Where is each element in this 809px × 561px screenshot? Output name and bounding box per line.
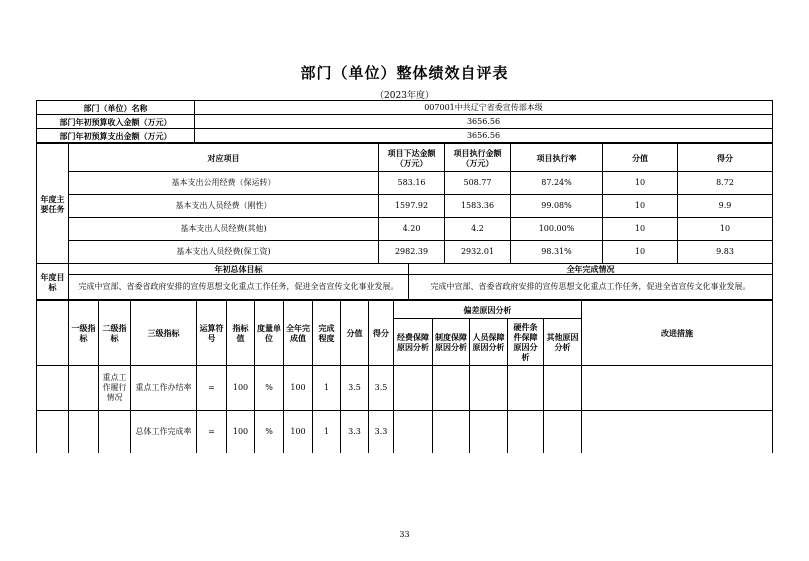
task-value: 10	[603, 195, 678, 218]
unit-cell: %	[255, 366, 284, 411]
header-dev-staff: 人员保障原因分析	[470, 319, 508, 366]
header-level3: 三级指标	[131, 301, 197, 366]
header-score-value: 分值	[341, 301, 369, 366]
header-improve: 改进措施	[582, 301, 773, 366]
dev-fund-cell	[394, 411, 433, 453]
unit-cell: %	[255, 411, 284, 453]
goals-annual-header: 年初总体目标	[69, 264, 409, 275]
header-dev-fund: 经费保障原因分析	[394, 319, 433, 366]
task-score: 8.72	[678, 172, 773, 195]
tasks-header-value: 分值	[603, 144, 678, 172]
table-row	[37, 366, 773, 411]
degree-cell: 1	[313, 411, 341, 453]
dev-other-cell	[544, 366, 582, 411]
tasks-header-score: 得分	[678, 144, 773, 172]
task-executed: 1583.36	[445, 195, 511, 218]
score-value-cell: 3.3	[341, 411, 369, 453]
task-rate: 100.00%	[511, 218, 603, 241]
side-cell	[37, 411, 69, 453]
task-project: 基本支出人员经费(保工资)	[69, 241, 379, 264]
dev-fund-cell	[394, 366, 433, 411]
improve-cell	[582, 366, 773, 411]
info-row	[37, 115, 773, 129]
year-subtitle: （2023年度）	[375, 91, 434, 101]
dev-staff-cell	[470, 366, 508, 411]
actual-cell: 100	[284, 411, 313, 453]
actual-cell: 100	[284, 366, 313, 411]
goals-side-label: 年度目标	[37, 264, 69, 300]
dev-hardware-cell	[508, 411, 544, 453]
header-target: 指标值	[227, 301, 255, 366]
header-actual: 全年完成值	[284, 301, 313, 366]
task-executed: 4.2	[445, 218, 511, 241]
info-row	[37, 101, 773, 115]
operator-cell: =	[197, 411, 227, 453]
indicators-table	[36, 300, 773, 453]
task-executed: 508.77	[445, 172, 511, 195]
task-value: 10	[603, 241, 678, 264]
task-rate: 99.08%	[511, 195, 603, 218]
info-label: 部门（单位）名称	[37, 101, 195, 115]
header-unit: 度量单位	[255, 301, 284, 366]
side-cell	[37, 366, 69, 411]
task-score: 9.83	[678, 241, 773, 264]
tasks-header-allocated: 项目下达金额（万元）	[379, 144, 445, 172]
info-label: 部门年初预算收入金额（万元）	[37, 115, 195, 129]
task-value: 10	[603, 218, 678, 241]
goals-completion-header: 全年完成情况	[409, 264, 773, 275]
level2-cell	[99, 411, 131, 453]
header-dev-other: 其他原因分析	[544, 319, 582, 366]
goals-annual-text: 完成中宣部、省委省政府安排的宣传思想文化重点工作任务，促进全省宣传文化事业发展。	[69, 275, 409, 300]
level2-cell: 重点工作履行情况	[99, 366, 131, 411]
score-cell: 3.3	[369, 411, 394, 453]
table-row	[37, 195, 773, 218]
info-value: 3656.56	[195, 129, 773, 143]
goals-completion-text: 完成中宣部、省委省政府安排的宣传思想文化重点工作任务，促进全省宣传文化事业发展。	[409, 275, 773, 300]
target-cell: 100	[227, 411, 255, 453]
tasks-header-executed: 项目执行金额（万元）	[445, 144, 511, 172]
degree-cell: 1	[313, 366, 341, 411]
info-value: 007001中共辽宁省委宣传部本级	[195, 101, 773, 115]
header-level2: 二级指标	[99, 301, 131, 366]
table-row	[37, 241, 773, 264]
task-score: 9.9	[678, 195, 773, 218]
header-deviation: 偏差原因分析	[394, 301, 582, 319]
table-row	[37, 172, 773, 195]
dev-staff-cell	[470, 411, 508, 453]
level3-cell: 总体工作完成率	[131, 411, 197, 453]
dev-system-cell	[433, 366, 470, 411]
table-row	[37, 218, 773, 241]
dev-system-cell	[433, 411, 470, 453]
header-score: 得分	[369, 301, 394, 366]
info-table	[36, 100, 773, 143]
dev-other-cell	[544, 411, 582, 453]
task-score: 10	[678, 218, 773, 241]
tasks-side-label: 年度主要任务	[37, 144, 69, 264]
indicators-side-cell	[37, 301, 69, 366]
task-rate: 98.31%	[511, 241, 603, 264]
task-allocated: 583.16	[379, 172, 445, 195]
dev-hardware-cell	[508, 366, 544, 411]
task-allocated: 2982.39	[379, 241, 445, 264]
level1-cell	[69, 411, 99, 453]
tasks-table	[36, 143, 773, 264]
task-project: 基本支出人员经费(其他)	[69, 218, 379, 241]
task-value: 10	[603, 172, 678, 195]
task-executed: 2932.01	[445, 241, 511, 264]
goals-table	[36, 263, 773, 300]
target-cell: 100	[227, 366, 255, 411]
score-cell: 3.5	[369, 366, 394, 411]
info-value: 3656.56	[195, 115, 773, 129]
task-project: 基本支出人员经费（刚性）	[69, 195, 379, 218]
task-project: 基本支出公用经费（保运转）	[69, 172, 379, 195]
level3-cell: 重点工作办结率	[131, 366, 197, 411]
header-operator: 运算符号	[197, 301, 227, 366]
header-dev-hardware: 硬件条件保障原因分析	[508, 319, 544, 366]
page-number: 33	[399, 530, 410, 539]
score-value-cell: 3.5	[341, 366, 369, 411]
header-dev-system: 制度保障原因分析	[433, 319, 470, 366]
header-level1: 一级指标	[69, 301, 99, 366]
task-allocated: 4.20	[379, 218, 445, 241]
operator-cell: =	[197, 366, 227, 411]
level1-cell	[69, 366, 99, 411]
improve-cell	[582, 411, 773, 453]
task-rate: 87.24%	[511, 172, 603, 195]
info-row	[37, 129, 773, 143]
table-row	[37, 411, 773, 453]
tasks-header-project: 对应项目	[69, 144, 379, 172]
info-label: 部门年初预算支出金额（万元）	[37, 129, 195, 143]
task-allocated: 1597.92	[379, 195, 445, 218]
tasks-header-rate: 项目执行率	[511, 144, 603, 172]
page-title: 部门（单位）整体绩效自评表	[300, 64, 509, 82]
header-degree: 完成程度	[313, 301, 341, 366]
